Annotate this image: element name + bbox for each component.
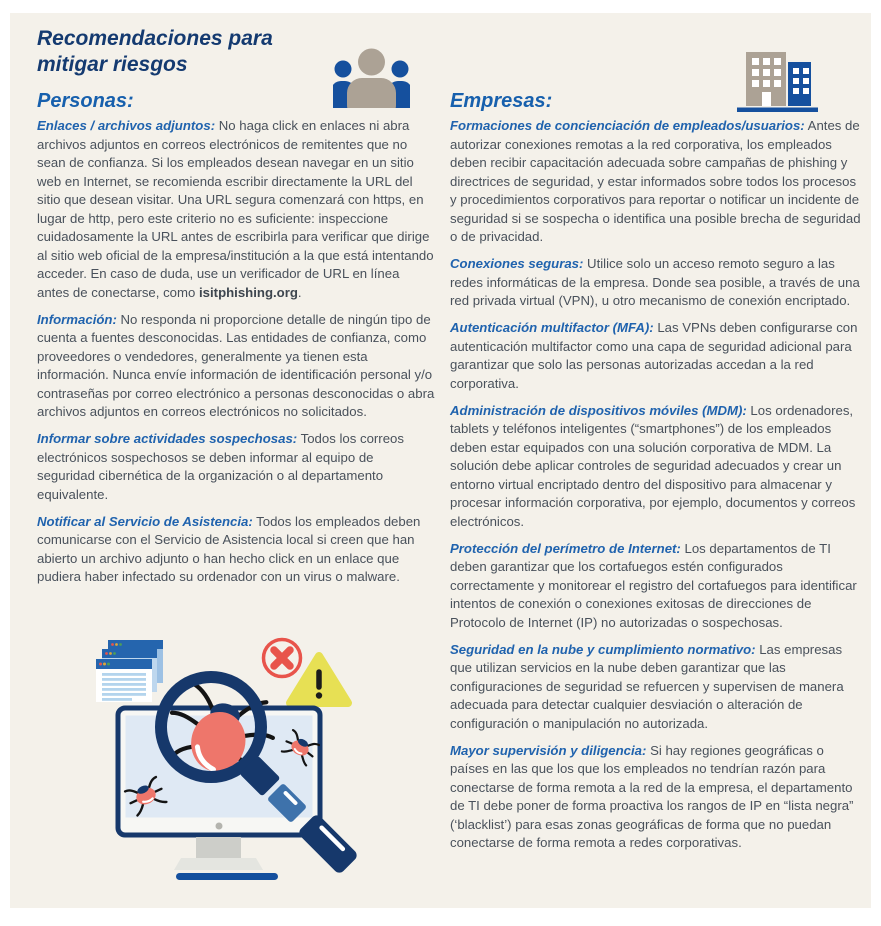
- page-title-line1: Recomendaciones para: [37, 27, 273, 50]
- page-title-line2: mitigar riesgos: [37, 52, 188, 76]
- item-label: Protección del perímetro de Internet:: [450, 540, 681, 556]
- item-text: No responda ni proporcione detalle de ningún tipo de cuenta a fuentes desconocidas. Las entidades de confianza, como proveedores o vendedores, generalmente ya tienen esta información. Nunca envíe información de identificación personal y/o contraseñas por correo electrónico a personas desconocidas o abra archivos adjuntos en correos electrónicos no solicitados.: [37, 311, 435, 419]
- empresas-column: [450, 117, 864, 861]
- recommendation-item: [450, 742, 864, 853]
- item-label: Enlaces / archivos adjuntos:: [37, 118, 216, 133]
- browser-windows-icon: [96, 640, 163, 702]
- item-label: Informar sobre actividades sospechosas:: [37, 431, 298, 446]
- item-text: Antes de autorizar conexiones remotas a la red corporativa, los empleados deben recibir capacitación adecuada sobre campañas de phishing y directrices de seguridad, y estar informados sobre todos los procesos y procedimientos corporativos para reportar o notificar un incidente de seguridad si se sospecha o identifica una posible brecha de seguridad o de privacidad.: [450, 118, 861, 244]
- item-text: Todos los correos electrónicos sospechosos se deben informar al equipo de seguridad cibernética de la organización o al departamento equivalente.: [37, 431, 404, 502]
- item-text: Los departamentos de TI deben garantizar que los cortafuegos estén configurados correctamente y monitorear el registro del cortafuegos para identificar intentos de conexión o conexiones exitosas de direcciones de Protocolo de Internet (IP) no autorizadas o sospechosas.: [450, 540, 857, 630]
- people-group-icon: [333, 48, 410, 108]
- item-text: Las VPNs deben configurarse con autenticación multifactor como una capa de seguridad adicional para garantizar que solo las personas autorizadas accedan a la red corporativa.: [450, 320, 858, 391]
- item-text: Utilice solo un acceso remoto seguro a las redes informáticas de la empresa. Donde sea posible, a través de una red privada virtual (VPN), u otro mecanismo de conexión encriptado.: [450, 256, 860, 308]
- recommendation-item: [450, 255, 864, 311]
- recommendation-item: [450, 540, 864, 633]
- item-strong: isitphishing.org: [199, 284, 298, 300]
- item-label: Administración de dispositivos móviles (MDM):: [450, 402, 747, 418]
- recommendation-item: [450, 117, 864, 247]
- recommendation-item: [450, 319, 864, 393]
- item-label: Información:: [37, 311, 117, 327]
- content-panel: [10, 13, 871, 908]
- item-text: Todos los empleados deben comunicarse con el Servicio de Asistencia local si creen que han abierto un archivo adjunto o han hecho click en un enlace que pudiera haber infectado su ordenador con un virus o malware.: [37, 513, 421, 584]
- item-label: Seguridad en la nube y cumplimiento normativo:: [450, 641, 756, 657]
- item-text: No haga click en enlaces ni abra archivos adjuntos en correos electrónicos de remitentes que no sean de confianza. Si los empleados desean navegar en un sitio web en Internet, se recomienda escribir directamente la URL del sitio que desean visitar. Una URL segura comenzará con https, en lugar de http, pero este criterio no es suficiente: inspeccione cuidadosamente la URL antes de escribirla para verificar que dirige al sitio web oficial de la empresa/institución a la que está intentando acceder. En caso de duda, use un verificador de URL en línea antes de conectarse, como: [37, 118, 434, 300]
- item-text: Los ordenadores, tablets y teléfonos inteligentes (“smartphones”) de los empleados deben estar equipados con una solución corporativa de MDM. La solución debe aplicar controles de seguridad adecuados y crear un entorno virtual encriptado dentro del dispositivo para almacenar y procesar información corporativa, por ejemplo, documentos y correos electrónicos.: [450, 402, 856, 529]
- item-label: Conexiones seguras:: [450, 256, 584, 271]
- personas-column: [37, 117, 435, 595]
- recommendation-item: [37, 117, 435, 302]
- item-text: Si hay regiones geográficas o países en las que los que los empleados no tendrían razón para conectarse de forma remota a la red de la empresa, el departamento de TI debe poner de forma proactiva los rangos de IP en “lista negra” (‘blacklist’) para esas zonas geográficas de forma que no puedan conectarse de forma remota a redes corporativas.: [450, 742, 854, 850]
- malware-scan-illustration: [80, 620, 400, 908]
- recommendation-item: [450, 641, 864, 734]
- recommendation-item: [450, 402, 864, 532]
- page-title: [37, 26, 273, 77]
- buildings-icon: [737, 52, 819, 112]
- personas-heading: Personas:: [37, 90, 134, 112]
- item-text: Las empresas que utilizan servicios en la nube deben garantizar que las configuraciones de seguridad se refuercen y supervisen de manera adecuada para detectar cualquier desviación o alteración de configuración o manipulación no autorizada.: [450, 641, 844, 731]
- item-tail: .: [297, 284, 302, 300]
- item-label: Autenticación multifactor (MFA):: [450, 320, 654, 335]
- item-label: Formaciones de concienciación de empleados/usuarios:: [450, 118, 805, 133]
- item-label: Notificar al Servicio de Asistencia:: [37, 513, 253, 529]
- recommendation-item: [37, 513, 435, 587]
- blocked-x-icon: [264, 640, 301, 677]
- empresas-heading: Empresas:: [450, 90, 553, 112]
- item-label: Mayor supervisión y diligencia:: [450, 742, 647, 758]
- recommendation-item: [37, 311, 435, 422]
- recommendation-item: [37, 430, 435, 504]
